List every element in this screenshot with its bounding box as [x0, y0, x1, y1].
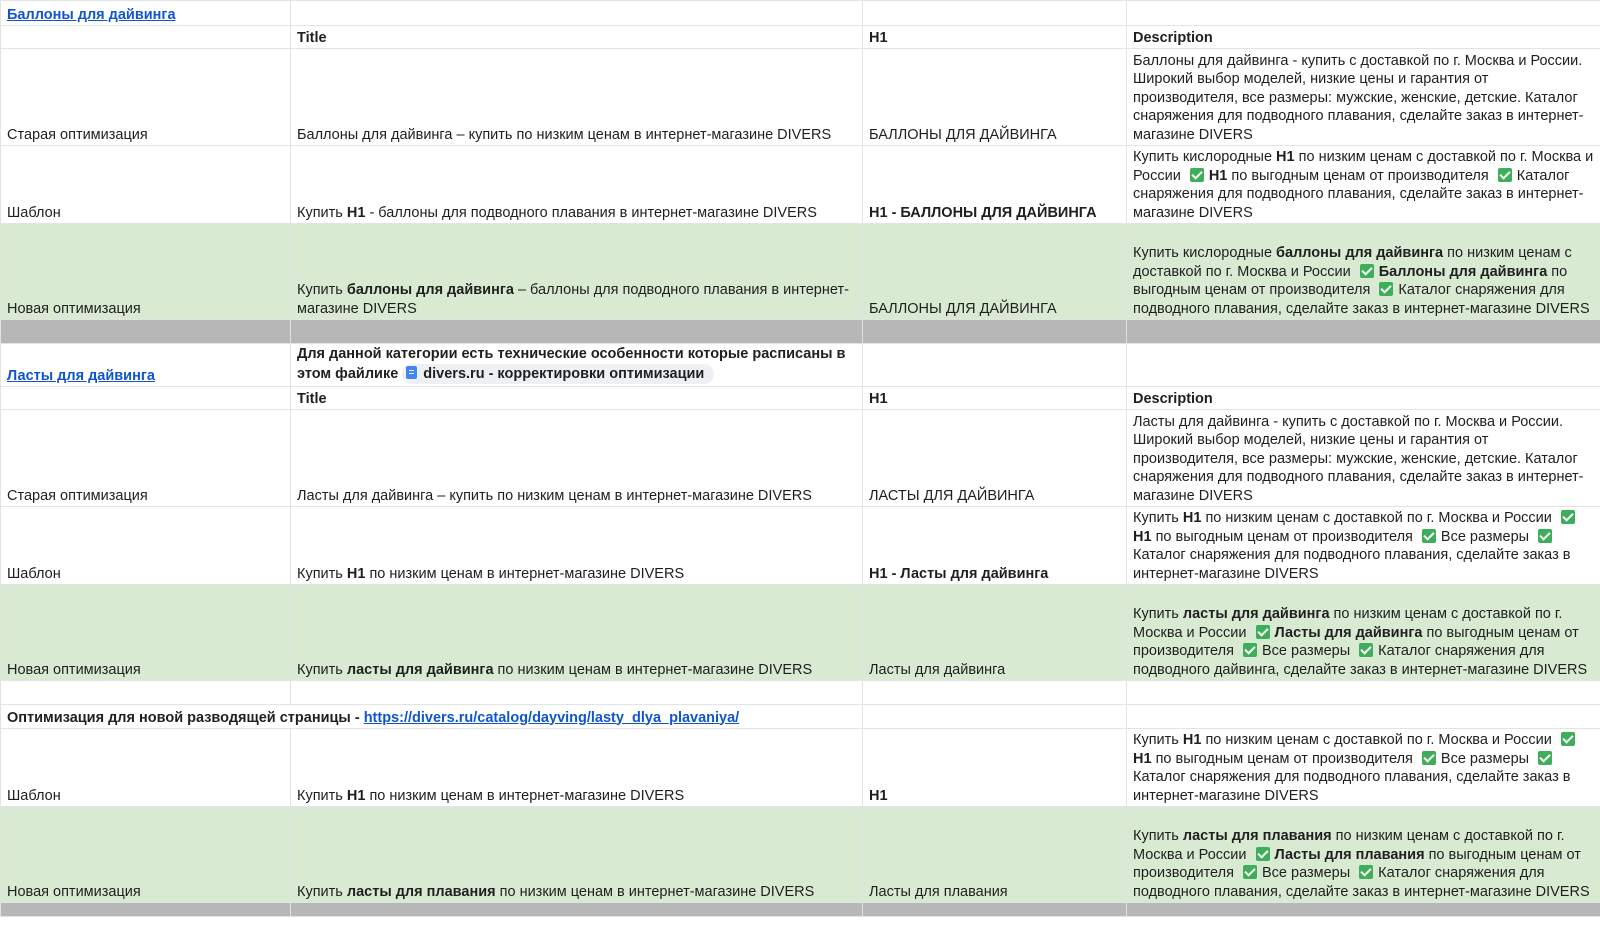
catalog-url-link[interactable]: https://divers.ru/catalog/dayving/lasty_dlya_plavaniya/: [363, 709, 740, 726]
section-link-row: [1, 705, 1600, 729]
title-cell[interactable]: Купить ласты для дайвинга по низким ценам в интернет-магазине DIVERS: [291, 585, 863, 681]
check-icon: [1422, 529, 1436, 543]
description-cell[interactable]: Ласты для дайвинга - купить с доставкой по г. Москва и России. Широкий выбор моделей, низкие цены и гарантия от производителя, все размеры: мужские, женские, детские. Каталог снаряжения для подводного плавания, сделайте заказ в интернет-магазине DIVERS: [1127, 410, 1600, 507]
h1-cell[interactable]: ЛАСТЫ ДЛЯ ДАЙВИНГА: [863, 410, 1127, 507]
cell[interactable]: [1, 344, 291, 387]
row-label[interactable]: Новая оптимизация: [1, 224, 291, 320]
title-cell[interactable]: Купить H1 - баллоны для подводного плавания в интернет-магазине DIVERS: [291, 146, 863, 224]
check-icon: [1256, 847, 1270, 861]
table-row: [1, 507, 1600, 585]
h1-cell[interactable]: Ласты для плавания: [863, 807, 1127, 903]
check-icon: [1498, 168, 1512, 182]
row-label[interactable]: Шаблон: [1, 729, 291, 807]
separator-row: [1, 320, 1600, 344]
h1-cell[interactable]: Ласты для дайвинга: [863, 585, 1127, 681]
h1-bold: H1 - БАЛЛОНЫ ДЛЯ ДАЙВИНГА: [869, 204, 1097, 221]
header-row: [1, 26, 1600, 49]
h1-cell[interactable]: [863, 146, 1127, 224]
header-description[interactable]: Description: [1127, 387, 1600, 410]
bold-text: H1: [1276, 149, 1295, 165]
bold-text: ласты для дайвинга: [1182, 606, 1330, 622]
row-label[interactable]: Новая оптимизация: [1, 585, 291, 681]
empty-row: [1, 681, 1600, 705]
check-icon: [1538, 529, 1552, 543]
check-icon: [1256, 625, 1270, 639]
bold-text: баллоны для дайвинга: [346, 282, 514, 298]
bold-text: ласты для плавания: [1182, 828, 1332, 844]
bold-text: H1: [1133, 750, 1152, 767]
cell[interactable]: [1127, 1, 1600, 26]
note-text: Для данной категории есть технические особенности которые расписаны в этом файлике: [297, 346, 846, 382]
cell[interactable]: [291, 681, 863, 705]
h1-cell[interactable]: БАЛЛОНЫ ДЛЯ ДАЙВИНГА: [863, 49, 1127, 146]
row-label[interactable]: Старая оптимизация: [1, 49, 291, 146]
header-description[interactable]: Description: [1127, 26, 1600, 49]
cell[interactable]: [291, 903, 863, 917]
cell[interactable]: [863, 1, 1127, 26]
bold-text: ласты для плавания: [346, 883, 496, 900]
check-icon: [1359, 643, 1373, 657]
header-h1[interactable]: H1: [863, 26, 1127, 49]
cell[interactable]: [1, 320, 291, 344]
check-icon: [1422, 751, 1436, 765]
cell[interactable]: [1, 705, 863, 729]
table-row: [1, 224, 1600, 320]
bold-text: Ласты для дайвинга: [1274, 624, 1423, 641]
cell[interactable]: [1127, 344, 1600, 387]
title-cell[interactable]: Ласты для дайвинга – купить по низким ценам в интернет-магазине DIVERS: [291, 410, 863, 507]
cell[interactable]: [1, 1, 291, 26]
cell[interactable]: [863, 903, 1127, 917]
description-cell[interactable]: Купить H1 по низким ценам с доставкой по г. Москва и России H1 по выгодным ценам от производителя Все размеры Каталог снаряжения для подводного плавания, сделайте заказ в интернет-магазине DIVERS: [1127, 507, 1600, 585]
bold-text: ласты для дайвинга: [346, 661, 494, 678]
h1-bold: H1: [869, 787, 888, 804]
bold-text: Ласты для плавания: [1274, 846, 1425, 863]
row-label[interactable]: Новая оптимизация: [1, 807, 291, 903]
description-cell[interactable]: Баллоны для дайвинга - купить с доставкой по г. Москва и России. Широкий выбор моделей, низкие цены и гарантия от производителя, все размеры: мужские, женские, детские. Каталог снаряжения для подводного плавания, сделайте заказ в интернет-магазине DIVERS: [1127, 49, 1600, 146]
section-link[interactable]: Ласты для дайвинга: [7, 367, 155, 384]
check-icon: [1538, 751, 1552, 765]
check-icon: [1190, 168, 1204, 182]
row-label[interactable]: Старая оптимизация: [1, 410, 291, 507]
bold-text: H1: [346, 787, 366, 804]
check-icon: [1561, 510, 1575, 524]
check-icon: [1243, 643, 1257, 657]
table-row: [1, 146, 1600, 224]
cell[interactable]: [1, 681, 291, 705]
cell[interactable]: [1127, 903, 1600, 917]
check-icon: [1360, 264, 1374, 278]
table-row: [1, 729, 1600, 807]
table-row: [1, 410, 1600, 507]
cell[interactable]: [1, 26, 291, 49]
cell[interactable]: [1127, 681, 1600, 705]
description-cell[interactable]: Купить H1 по низким ценам с доставкой по г. Москва и России H1 по выгодным ценам от производителя Все размеры Каталог снаряжения для подводного плавания, сделайте заказ в интернет-магазине DIVERS: [1127, 729, 1600, 807]
cell[interactable]: [863, 344, 1127, 387]
bold-text: баллоны для дайвинга: [1276, 245, 1444, 261]
title-cell[interactable]: Баллоны для дайвинга – купить по низким ценам в интернет-магазине DIVERS: [291, 49, 863, 146]
title-cell[interactable]: Купить баллоны для дайвинга – баллоны для подводного плавания в интернет-магазине DIVERS: [291, 224, 863, 320]
header-row: [1, 387, 1600, 410]
table-row: [1, 585, 1600, 681]
check-icon: [1243, 865, 1257, 879]
description-cell[interactable]: Купить кислородные H1 по низким ценам с доставкой по г. Москва и России H1 по выгодным ценам от производителя Каталог снаряжения для подводного плавания, сделайте заказ в интернет-магазине DIVERS: [1127, 146, 1600, 224]
cell[interactable]: [1127, 320, 1600, 344]
row-label[interactable]: Шаблон: [1, 507, 291, 585]
header-title[interactable]: Title: [291, 387, 863, 410]
bold-text: H1: [346, 204, 366, 221]
section-link-row: [1, 1, 1600, 26]
note-cell[interactable]: [291, 344, 863, 387]
file-chip-label: divers.ru - корректировки оптимизации: [423, 366, 705, 382]
title-cell[interactable]: Купить H1 по низким ценам в интернет-магазине DIVERS: [291, 507, 863, 585]
cell[interactable]: [1, 903, 291, 917]
bold-text: H1: [1182, 510, 1202, 526]
h1-cell[interactable]: БАЛЛОНЫ ДЛЯ ДАЙВИНГА: [863, 224, 1127, 320]
cell[interactable]: [291, 1, 863, 26]
section-link-row: [1, 344, 1600, 387]
cell[interactable]: [863, 320, 1127, 344]
header-h1[interactable]: H1: [863, 387, 1127, 410]
separator-row: [1, 903, 1600, 917]
section-label: Оптимизация для новой разводящей страницы -: [7, 709, 364, 726]
check-icon: [1379, 282, 1393, 296]
bold-text: H1: [346, 565, 366, 582]
cell[interactable]: [1127, 705, 1600, 729]
file-chip[interactable]: [402, 364, 714, 384]
description-cell[interactable]: Купить кислородные баллоны для дайвинга по низким ценам с доставкой по г. Москва и России Баллоны для дайвинга по выгодным ценам от производителя Каталог снаряжения для подводного плавания, сделайте заказ в интернет-магазине DIVERS: [1127, 224, 1600, 320]
section-link[interactable]: Баллоны для дайвинга: [7, 6, 176, 23]
docs-icon: [406, 366, 417, 379]
h1-cell[interactable]: [863, 507, 1127, 585]
description-cell[interactable]: Купить ласты для дайвинга по низким ценам с доставкой по г. Москва и России Ласты для дайвинга по выгодным ценам от производителя Все размеры Каталог снаряжения для подводного дайвинга, сделайте заказ в интернет-магазине DIVERS: [1127, 585, 1600, 681]
bold-text: H1: [1182, 732, 1202, 748]
check-icon: [1561, 732, 1575, 746]
cell[interactable]: [1, 387, 291, 410]
description-cell[interactable]: Купить ласты для плавания по низким ценам с доставкой по г. Москва и России Ласты для плавания по выгодным ценам от производителя Все размеры Каталог снаряжения для подводного плавания, сделайте заказ в интернет-магазине DIVERS: [1127, 807, 1600, 903]
check-icon: [1359, 865, 1373, 879]
cell[interactable]: [863, 681, 1127, 705]
bold-text: Баллоны для дайвинга: [1378, 263, 1548, 280]
bold-text: H1: [1208, 167, 1228, 184]
cell[interactable]: [291, 320, 863, 344]
bold-text: H1: [1133, 528, 1152, 545]
h1-bold: H1 - Ласты для дайвинга: [869, 565, 1049, 582]
row-label[interactable]: Шаблон: [1, 146, 291, 224]
cell[interactable]: [863, 705, 1127, 729]
h1-cell[interactable]: [863, 729, 1127, 807]
table-row: [1, 807, 1600, 903]
title-cell[interactable]: Купить H1 по низким ценам в интернет-магазине DIVERS: [291, 729, 863, 807]
title-cell[interactable]: Купить ласты для плавания по низким ценам в интернет-магазине DIVERS: [291, 807, 863, 903]
header-title[interactable]: Title: [291, 26, 863, 49]
table-row: [1, 49, 1600, 146]
